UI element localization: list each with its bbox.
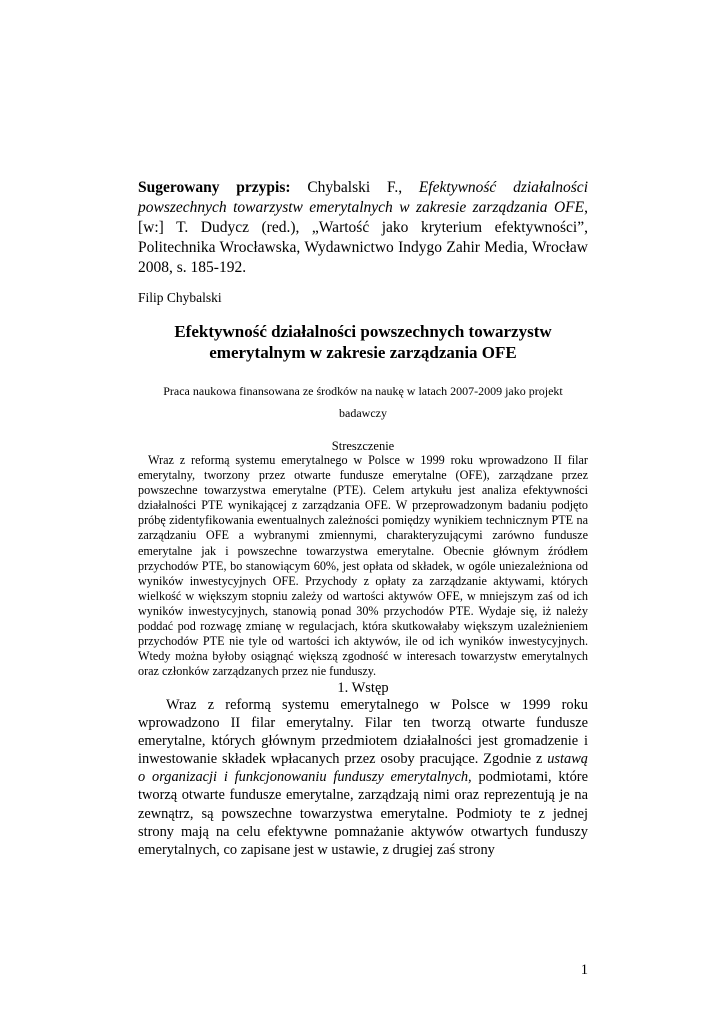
paper-title: Efektywność działalności powszechnych towarzystw emerytalnym w zakresie zarządzania OFE <box>174 322 552 362</box>
body-text-part-2: podmiotami, które tworzą otwarte fundusze emerytalne, zarządzają nimi oraz reprezentują je na zewnątrz, są powszechne towarzystwa emerytalne. Podmioty te z jednej strony mają na celu efektywne pomnażanie aktywów otwartych funduszy emerytalnych, co zapisane jest w ustawie, z drugiej zaś strony <box>138 769 588 858</box>
body-text-part-1: Wraz z reformą systemu emerytalnego w Polsce w 1999 roku wprowadzono II filar emerytalny. Filar ten tworzą otwarte fundusze emerytalne, których głównym przedmiotem działalności jest gromadzenie i inwestowanie składek wpłacanych przez osoby pracujące. Zgodnie z <box>138 697 588 768</box>
body-text-italic-act: ustawą o organizacji i funkcjonowaniu funduszy emerytalnych, <box>138 751 588 786</box>
page-number: 1 <box>580 962 588 978</box>
citation-label: Sugerowany przypis: <box>138 179 291 196</box>
abstract-heading: Streszczenie <box>331 439 395 453</box>
suggested-citation <box>138 178 588 278</box>
section-heading: 1. Wstęp <box>337 680 389 696</box>
author-name: Filip Chybalski <box>138 290 222 305</box>
section-body <box>138 696 588 859</box>
citation-work-title: Efektywność działalności powszechnych towarzystw emerytalnych w zakresie zarządzania OFE <box>138 179 588 216</box>
abstract-text: Wraz z reformą systemu emerytalnego w Polsce w 1999 roku wprowadzono II filar emerytalny, tworzony przez otwarte fundusze emerytalne (OFE), zarządzane przez powszechne towarzystwa emerytalne (PTE). Celem artykułu jest analiza efektywności działalności PTE wynikającej z zarządzania OFE. W przeprowadzonym badaniu podjęto próbę zidentyfikowania ewentualnych zależności pomiędzy wynikiem technicznym PTE na zarządzaniu OFE a wybranymi zmiennymi, charakteryzującymi zarówno fundusze emerytalne jak i powszechne towarzystwa emerytalne. Obecnie głównym źródłem przychodów PTE, bo stanowiącym 60%, jest opłata od składek, w ogóle uniezależniona od wyników inwestycyjnych OFE. Przychody z opłaty za zarządzanie aktywami, których wielkość w większym stopniu zależy od wartości aktywów OFE, w mniejszym zaś od ich wyników inwestycyjnych, stanowią ponad 30% przychodów PTE. Wydaje się, iż należy poddać pod rozwagę zmianę w regulacjach, która skutkowałaby większym uzależnieniem przychodów PTE nie tyle od wartości ich aktywów, ile od ich wyników inwestycyjnych. Wtedy można byłoby osiągnąć większą zgodność w interesach towarzystw emerytalnych oraz członków zarządzanych przez nie funduszy. <box>138 453 588 679</box>
funding-note: Praca naukowa finansowana ze środków na naukę w latach 2007-2009 jako projekt badawczy <box>163 384 563 420</box>
citation-details: , [w:] T. Dudycz (red.), „Wartość jako kryterium efektywności”, Politechnika Wrocławska, Wydawnictwo Indygo Zahir Media, Wrocław 2008, s. 185-192. <box>138 199 588 276</box>
citation-author: Chybalski F., <box>307 179 403 196</box>
